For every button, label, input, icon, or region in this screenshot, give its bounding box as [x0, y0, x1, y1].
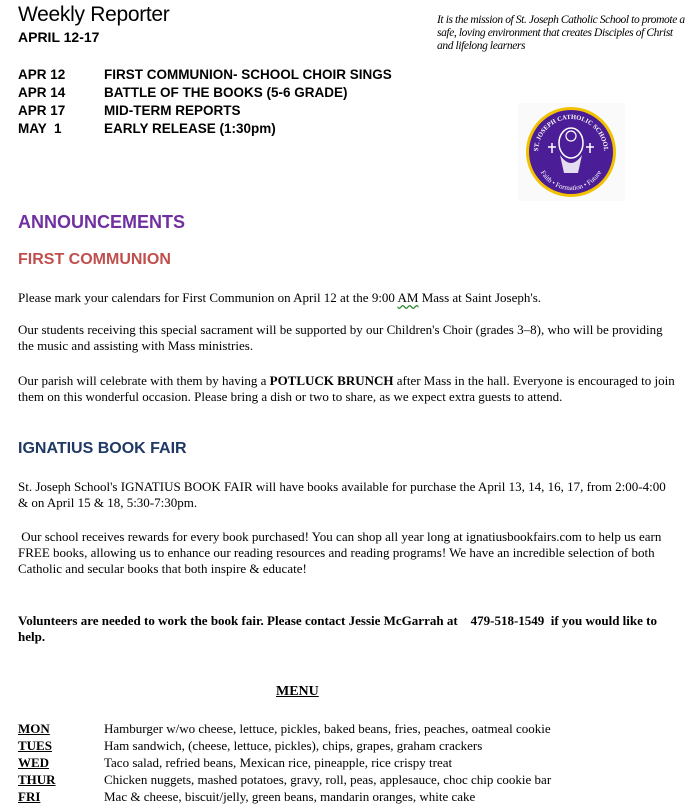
- school-logo: [518, 103, 625, 201]
- event-date: MAY 1: [18, 121, 62, 136]
- menu-day: TUES: [18, 738, 52, 753]
- book-fair-paragraph-2: Our school receives rewards for every book purchased! You can shop all year long at ignatiusbookfairs.com to help us earn FREE books, allowing us to enhance our reading resources and reading programs! We have an incredible selection of both Catholic and secular books that both inspire & educate!: [18, 529, 665, 576]
- event-text: BATTLE OF THE BOOKS (5-6 GRADE): [104, 85, 348, 100]
- potluck-brunch: POTLUCK BRUNCH: [269, 373, 394, 388]
- event-text: MID-TERM REPORTS: [104, 103, 241, 118]
- menu-day: FRI: [18, 789, 41, 804]
- menu-food: Chicken nuggets, mashed potatoes, gravy, roll, peas, applesauce, choc chip cookie bar: [104, 772, 552, 787]
- book-fair-heading: IGNATIUS BOOK FAIR: [18, 440, 187, 457]
- menu-food: Hamburger w/wo cheese, lettuce, pickles, baked beans, fries, peaches, oatmeal cookie: [104, 721, 551, 736]
- text: AM: [397, 290, 419, 305]
- text: after Mass in the hall. Everyone is encouraged to join them on this wonderful occasion. Please bring a dish or two to share, as we expect extra guests to attend.: [18, 373, 675, 404]
- first-communion-heading: FIRST COMMUNION: [18, 251, 171, 268]
- first-communion-paragraph-1: [18, 290, 678, 306]
- announcements-heading: ANNOUNCEMENTS: [18, 212, 186, 232]
- event-text: EARLY RELEASE (1:30pm): [104, 121, 276, 136]
- menu-food: Mac & cheese, biscuit/jelly, green beans, mandarin oranges, white cake: [104, 789, 476, 804]
- text: Our parish will celebrate with them by having a: [18, 373, 270, 388]
- event-date: APR 14: [18, 85, 66, 100]
- newsletter-title: Weekly Reporter: [18, 3, 170, 26]
- menu-food: Taco salad, refried beans, Mexican rice, pineapple, rice crispy treat: [104, 755, 453, 770]
- menu-title: MENU: [276, 684, 319, 699]
- event-date: APR 12: [18, 67, 66, 82]
- svg-text:Faith • Formation • Future: Faith • Formation • Future: [538, 168, 604, 193]
- mission-statement: It is the mission of St. Joseph Catholic School to promote a safe, loving environment that creates Disciples of Christ and lifelong learners: [437, 14, 685, 52]
- menu-day: MON: [18, 721, 50, 736]
- first-communion-paragraph-3: [18, 373, 678, 405]
- event-date: APR 17: [18, 103, 66, 118]
- text: Mass at Saint Joseph's.: [418, 290, 542, 305]
- date-range: APRIL 12-17: [18, 29, 100, 45]
- volunteers-paragraph: Volunteers are needed to work the book fair. Please contact Jessie McGarrah at 479-518-1549 if you would like to help.: [18, 613, 661, 644]
- first-communion-paragraph-2: Our students receiving this special sacrament will be supported by our Children's Choir (grades 3–8), who will be providing the music and assisting with Mass ministries.: [18, 322, 663, 353]
- book-fair-paragraph-1: St. Joseph School's IGNATIUS BOOK FAIR will have books available for purchase the April 13, 14, 16, 17, from 2:00-4:00 & on April 15 & 18, 5:30-7:30pm.: [18, 479, 666, 510]
- event-text: FIRST COMMUNION- SCHOOL CHOIR SINGS: [104, 67, 392, 82]
- menu-day: THUR: [18, 772, 56, 787]
- menu-food: Ham sandwich, (cheese, lettuce, pickles), chips, grapes, graham crackers: [104, 738, 483, 753]
- svg-text:ST. JOSEPH CATHOLIC SCHOOL: ST. JOSEPH CATHOLIC SCHOOL: [532, 113, 610, 152]
- text: Please mark your calendars for First Communion on April 12 at the 9:00: [18, 290, 398, 305]
- menu-day: WED: [18, 755, 50, 770]
